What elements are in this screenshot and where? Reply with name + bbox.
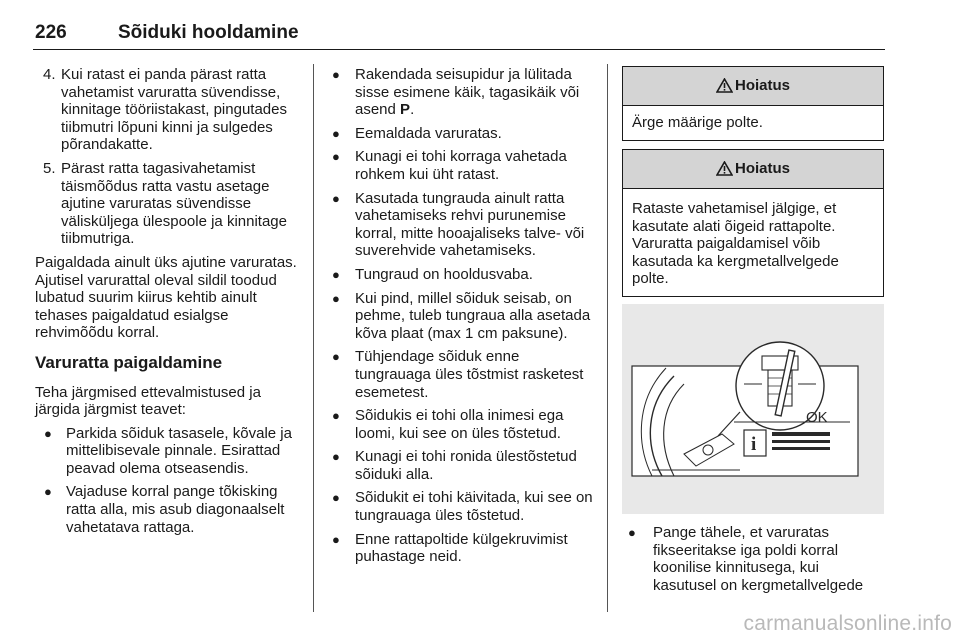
list-item: [327, 148, 595, 183]
wheel-bolt-drawing: [622, 304, 884, 514]
bullet-icon: ●: [332, 408, 340, 424]
warning-text: Rataste vahetamisel jälgige, et kasutate alati õigeid rattapolte. Varuratta paigaldamisel võib kasutada ka kergmetallvelgede polte.: [632, 200, 839, 288]
warning-triangle-icon: [716, 78, 733, 93]
column-left: [35, 66, 301, 542]
item-number: 5.: [43, 159, 56, 177]
item-text: Pange tähele, et varuratas fikseeritakse iga poldi korral koonilise kinnitusega, kui kasutusel on kergmetallvelgede: [653, 524, 864, 594]
info-icon: i: [751, 434, 757, 455]
list-item: [327, 266, 595, 284]
list-item: [327, 125, 595, 143]
bullet-icon: ●: [44, 484, 52, 500]
numbered-item: [35, 66, 301, 154]
column-right-bullet: [622, 524, 886, 600]
item-number: 4.: [43, 66, 56, 83]
item-text: Kunagi ei tohi ronida ülestõstetud sõiduki alla.: [355, 448, 577, 483]
item-text: Sõidukit ei tohi käivitada, kui see on tungrauaga üles tõstetud.: [355, 489, 593, 525]
list-item: [327, 448, 595, 483]
bullet-icon: ●: [332, 190, 340, 206]
bullet-icon: ●: [332, 531, 340, 547]
item-text: Kui ratast ei panda pärast ratta vahetamist varuratta süvendisse, kinnitage tööriistakast, pingutades tiibmutri lõpuni kinni ja sulgedes põrandakatte.: [61, 66, 287, 154]
item-text: Sõidukis ei tohi olla inimesi ega loomi, kui see on üles tõstetud.: [355, 407, 564, 442]
item-text: Enne rattapoltide külgekruvimist puhastage neid.: [355, 530, 568, 566]
page-number: 226: [35, 22, 67, 43]
item-text: Tühjendage sõiduk enne tungrauaga üles tõstmist rasketest esemetest.: [355, 348, 584, 401]
item-text: Vajaduse korral pange tõkisking ratta alla, mis asub diagonaalselt vahetatava rattaga.: [66, 483, 285, 536]
warning-triangle-icon: [716, 161, 733, 176]
intro-paragraph: Teha järgmised ettevalmistused ja järgida järgmist teavet:: [35, 383, 261, 419]
warning-box-bolts-grease: [622, 66, 884, 141]
item-text: Kunagi ei tohi korraga vahetada rohkem kui üht ratast.: [355, 148, 567, 183]
list-item: [327, 190, 595, 260]
list-item: [327, 407, 595, 442]
item-text: Rakendada seisupidur ja lülitada sisse esimene käik, tagasikäik või asend: [355, 66, 580, 119]
column-divider-1: [313, 64, 314, 612]
list-item: [327, 489, 595, 524]
header-rule: [33, 49, 885, 50]
bullet-icon: ●: [332, 490, 340, 506]
ok-label: OK: [806, 409, 828, 426]
warning-text: Ärge määrige polte.: [632, 114, 763, 131]
list-item: [35, 483, 301, 536]
item-text: Kasutada tungrauda ainult ratta vahetamiseks rehvi purunemise korral, mitte hooajaliseks talve- või suverehvide vahetamiseks.: [355, 189, 585, 260]
item-text: Eemaldada varuratas.: [355, 124, 502, 142]
wheel-bolt-illustration: [622, 304, 884, 514]
item-text: Kui pind, millel sõiduk seisab, on pehme, tuleb tungraua alla asetada kõva plaat (max 1 cm paksune).: [355, 289, 591, 342]
warning-title: Hoiatus: [734, 77, 790, 94]
list-item: [327, 66, 595, 119]
item-text: Parkida sõiduk tasasele, kõvale ja mittelibisevale pinnale. Esirattad peavad olema otseasendis.: [66, 424, 292, 477]
column-divider-2: [607, 64, 608, 612]
watermark: carmanualsonline.info: [743, 612, 952, 635]
numbered-item: [35, 160, 301, 248]
bullet-icon: ●: [332, 149, 340, 165]
warning-header: [623, 150, 883, 189]
bullet-icon: ●: [44, 425, 52, 441]
item-text: Tungraud on hooldusvaba.: [355, 265, 533, 283]
bullet-icon: ●: [332, 266, 340, 282]
list-item: [327, 531, 595, 566]
bullet-icon: ●: [628, 525, 636, 540]
gear-position-label: P: [400, 101, 411, 119]
item-text-end: .: [410, 101, 415, 119]
bullet-icon: ●: [332, 125, 340, 141]
warning-box-bolts: [622, 149, 884, 297]
column-middle: [327, 66, 595, 572]
item-text: Pärast ratta tagasivahetamist täismõõdus ratta vastu asetage ajutine varuratas süvendisse välisküljega ülespoole ja kinnitage tiibmutriga.: [61, 159, 287, 248]
paragraph-spare-wheel: Paigaldada ainult üks ajutine varuratas. Ajutisel varurattal oleval sildil toodud lubatud suurim kiirus kehtib ainult tehases paigaldatud esialgse rehvimõõdu korral.: [35, 253, 297, 342]
list-item: [35, 425, 301, 478]
subheading: Varuratta paigaldamine: [35, 352, 223, 372]
list-item: [327, 348, 595, 401]
bullet-icon: ●: [332, 449, 340, 465]
warning-title: Hoiatus: [734, 160, 790, 177]
warning-header: [623, 67, 883, 106]
bullet-icon: ●: [332, 290, 340, 306]
bullet-icon: ●: [332, 67, 340, 82]
bullet-icon: ●: [332, 349, 340, 365]
section-title: Sõiduki hooldamine: [118, 22, 299, 43]
list-item: [327, 290, 595, 343]
list-item: [622, 524, 886, 594]
